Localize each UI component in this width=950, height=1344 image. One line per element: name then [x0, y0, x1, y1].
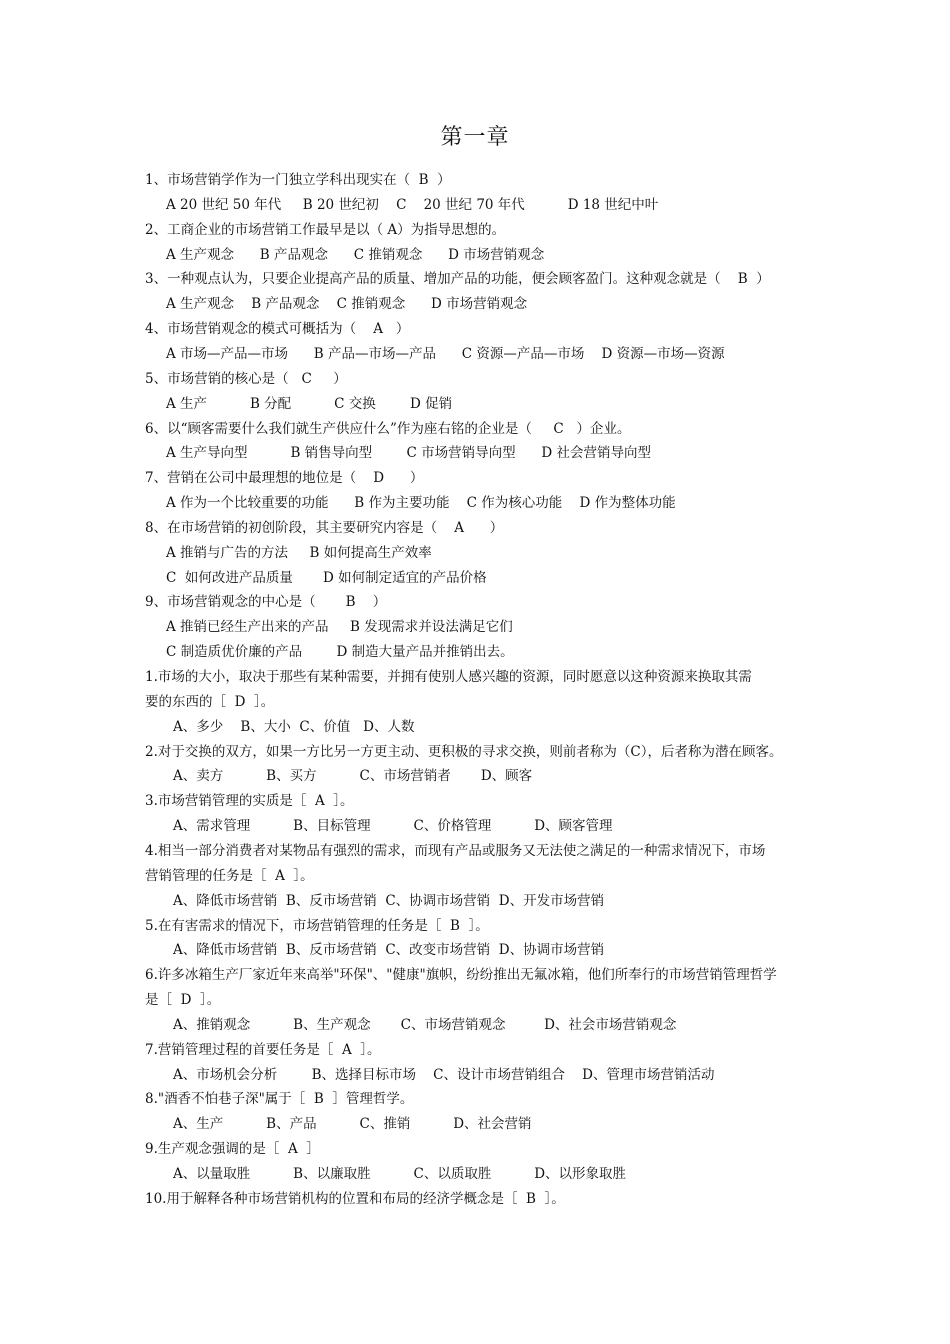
question-line: 5、市场营销的核心是（ C ）: [145, 370, 347, 387]
option-line: A 20 世纪 50 年代 B 20 世纪初 C 20 世纪 70 年代 D 18 世纪中叶: [166, 196, 659, 213]
option-line: A 生产观念 B 产品观念 C 推销观念 D 市场营销观念: [166, 246, 545, 263]
option-line: A、推销观念 B、生产观念 C、市场营销观念 D、社会市场营销观念: [173, 1016, 677, 1033]
option-line: A、降低市场营销 B、反市场营销 C、改变市场营销 D、协调市场营销: [173, 942, 605, 959]
option-line: C 如何改进产品质量 D 如何制定适宜的产品价格: [166, 569, 487, 586]
option-line: A、生产 B、产品 C、推销 D、社会营销: [173, 1116, 532, 1133]
option-line: A 推销与广告的方法 B 如何提高生产效率: [166, 544, 432, 561]
option-line: A 作为一个比较重要的功能 B 作为主要功能 C 作为核心功能 D 作为整体功能: [166, 495, 676, 512]
question-line: 1.市场的大小，取决于那些有某种需要，并拥有使别人感兴趣的资源，同时愿意以这种资源来换取其需: [145, 669, 752, 685]
question-line: 8、在市场营销的初创阶段，其主要研究内容是（ A ）: [145, 519, 504, 536]
question-line: 1、市场营销学作为一门独立学科出现实在（ B ）: [145, 172, 451, 188]
question-line: 要的东西的［ D ］。: [145, 693, 275, 710]
option-line: C 制造质优价廉的产品 D 制造大量产品并推销出去。: [166, 644, 514, 661]
option-line: A 生产观念 B 产品观念 C 推销观念 D 市场营销观念: [166, 296, 528, 313]
question-line: 7.营销管理过程的首要任务是［ A ］。: [145, 1041, 381, 1058]
option-line: A 生产 B 分配 C 交换 D 促销: [166, 395, 453, 412]
option-line: A 推销已经生产出来的产品 B 发现需求并设法满足它们: [166, 619, 513, 636]
question-line: 6.许多冰箱生产厂家近年来高举"环保"、"健康"旗帜，纷纷推出无氟冰箱，他们所奉行的市场营销管理哲学: [145, 967, 777, 984]
question-line: 5.在有害需求的情况下，市场营销管理的任务是［ B ］。: [145, 917, 489, 934]
question-line: 6、以“顾客需要什么我们就生产供应什么”作为座右铭的企业是（ C ）企业。: [145, 420, 631, 437]
question-line: 营销管理的任务是［ A ］。: [145, 867, 314, 884]
option-line: A 市场—产品—市场 B 产品—市场—产品 C 资源—产品—市场 D 资源—市场—资源: [166, 345, 725, 362]
option-line: A、需求管理 B、目标管理 C、价格管理 D、顾客管理: [173, 818, 613, 835]
question-line: 4.相当一部分消费者对某物品有强烈的需求，而现有产品或服务又无法使之满足的一种需求情况下，市场: [145, 842, 766, 859]
option-line: A、多少 B、大小 C、价值 D、人数: [173, 718, 415, 735]
question-line: 8."酒香不怕巷子深"属于［ B ］管理哲学。: [145, 1091, 414, 1108]
question-line: 9、市场营销观念的中心是（ B ）: [145, 594, 387, 611]
question-line: 9.生产观念强调的是［ A ］: [145, 1141, 320, 1158]
question-line: 7、营销在公司中最理想的地位是（ D ）: [145, 470, 424, 487]
question-line: 3、一种观点认为，只要企业提高产品的质量、增加产品的功能，便会顾客盈门。这种观念就是（ B ）: [145, 271, 770, 288]
question-line: 4、市场营销观念的模式可概括为（ A ）: [145, 321, 410, 338]
question-line: 3.市场营销管理的实质是［ A ］。: [145, 793, 354, 810]
option-line: A 生产导向型 B 销售导向型 C 市场营销导向型 D 社会营销导向型: [166, 445, 651, 462]
question-line: 10.用于解释各种市场营销机构的位置和布局的经济学概念是［ B ］。: [145, 1190, 565, 1207]
option-line: A、降低市场营销 B、反市场营销 C、协调市场营销 D、开发市场营销: [173, 892, 605, 909]
option-line: A、市场机会分析 B、选择目标市场 C、设计市场营销组合 D、管理市场营销活动: [173, 1066, 715, 1083]
option-line: A、以量取胜 B、以廉取胜 C、以质取胜 D、以形象取胜: [173, 1166, 627, 1182]
question-line: 是［ D ］。: [145, 992, 221, 1009]
question-line: 2.对于交换的双方，如果一方比另一方更主动、更积极的寻求交换，则前者称为（C），后者称为潜在顾客。: [145, 743, 783, 760]
option-line: A、卖方 B、买方 C、市场营销者 D、顾客: [173, 768, 533, 785]
chapter-title: 第一章: [440, 125, 510, 150]
question-line: 2、工商企业的市场营销工作最早是以（ A）为指导思想的。: [145, 221, 506, 238]
